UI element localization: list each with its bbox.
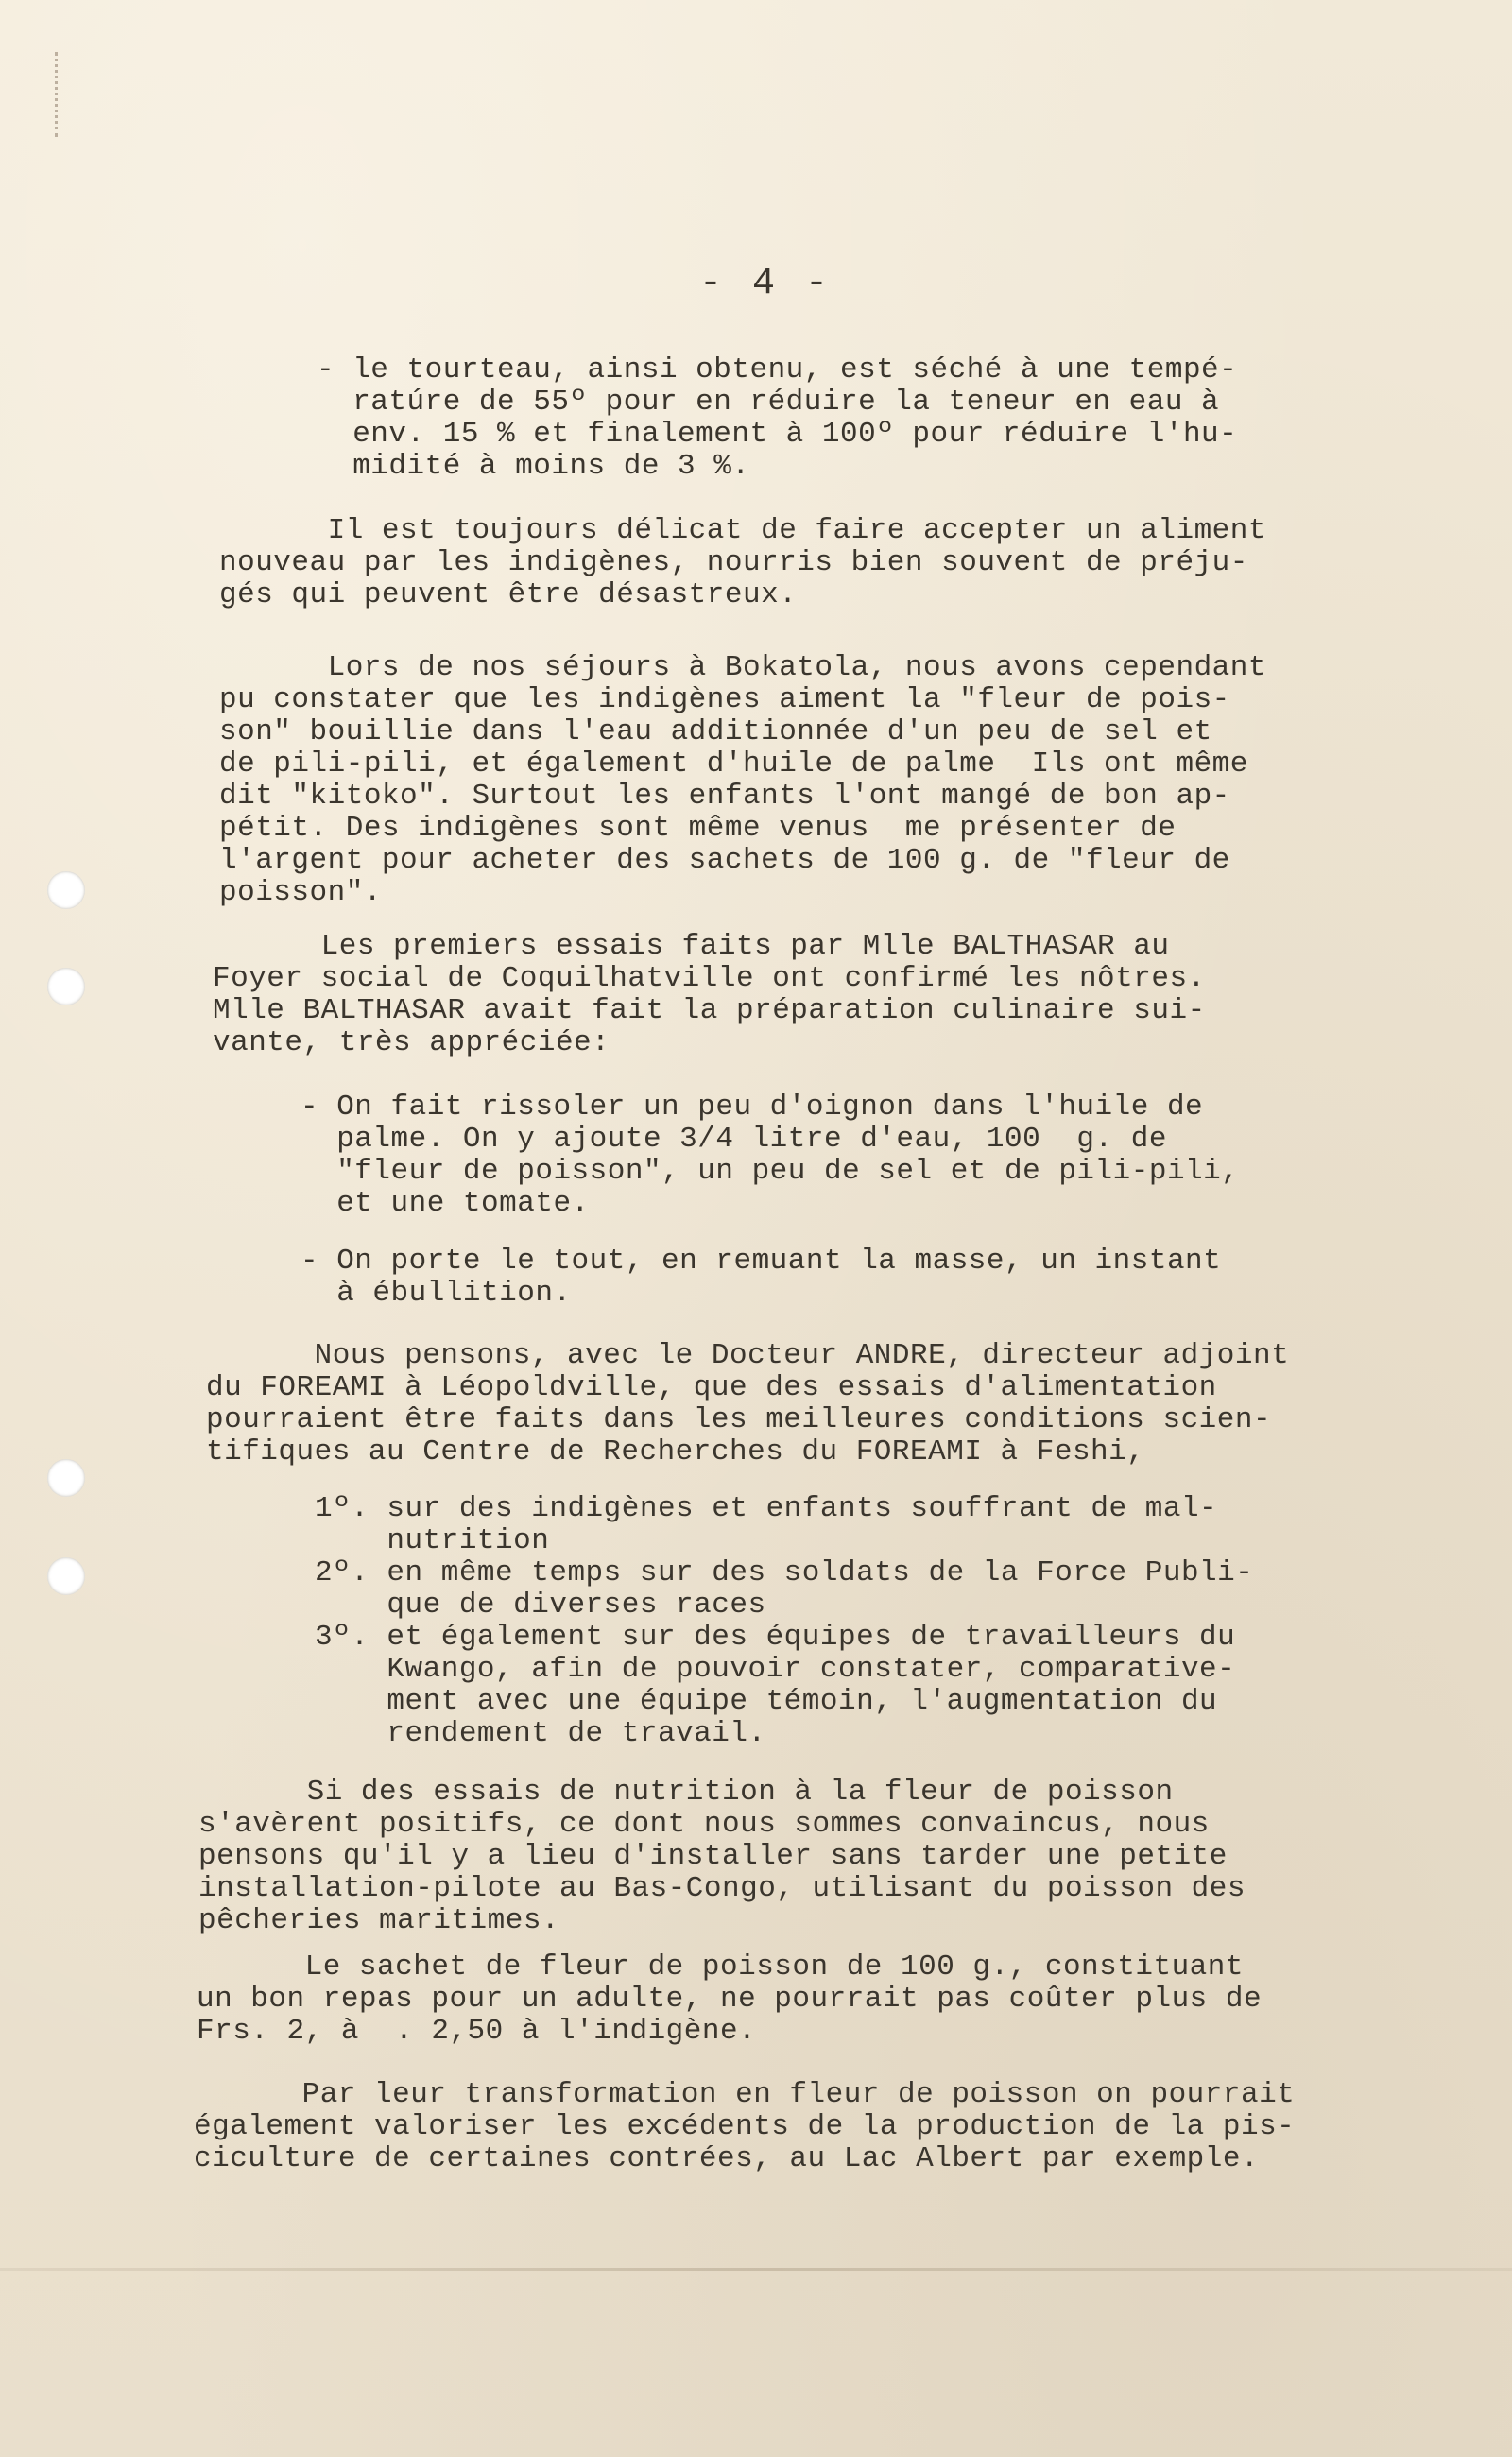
text-line: pensons qu'il y a lieu d'installer sans tarder une petite xyxy=(198,1840,1228,1873)
text-line: ment avec une équipe témoin, l'augmentation du xyxy=(315,1685,1218,1718)
punch-hole xyxy=(47,1459,85,1497)
text-line: dit "kitoko". Surtout les enfants l'ont mangé de bon ap- xyxy=(219,780,1230,813)
text-line: du FOREAMI à Léopoldville, que des essais d'alimentation xyxy=(206,1371,1217,1404)
paragraph-andre xyxy=(206,1340,1289,1469)
trial-list xyxy=(315,1493,1253,1750)
text-line: Foyer social de Coquilhatville ont confirmé les nôtres. xyxy=(213,962,1206,995)
text-line: Kwango, afin de pouvoir constater, comparative- xyxy=(315,1653,1236,1686)
text-line: Frs. 2, à . 2,50 à l'indigène. xyxy=(197,2015,757,2048)
text-line: à ébullition. xyxy=(301,1277,572,1310)
text-line: nouveau par les indigènes, nourris bien souvent de préju- xyxy=(219,546,1248,579)
punch-hole xyxy=(47,871,85,909)
paper-fold-line xyxy=(0,2268,1512,2271)
paragraph-bokatola xyxy=(219,652,1266,909)
text-line: Par leur transformation en fleur de poisson on pourrait xyxy=(194,2078,1296,2111)
text-line: s'avèrent positifs, ce dont nous sommes convaincus, nous xyxy=(198,1808,1210,1841)
text-line: ciculture de certaines contrées, au Lac Albert par exemple. xyxy=(194,2142,1260,2175)
text-line: de pili-pili, et également d'huile de palme Ils ont même xyxy=(219,747,1248,781)
text-line: - le tourteau, ainsi obtenu, est séché à une tempé- xyxy=(317,353,1238,387)
text-line: - On porte le tout, en remuant la masse, un instant xyxy=(301,1245,1222,1278)
text-line: un bon repas pour un adulte, ne pourrait pas coûter plus de xyxy=(197,1983,1263,2016)
text-line: et une tomate. xyxy=(301,1187,590,1220)
text-line: vante, très appréciée: xyxy=(213,1026,610,1059)
text-line: 1º. sur des indigènes et enfants souffrant de mal- xyxy=(315,1492,1218,1525)
text-line: ratúre de 55º pour en réduire la teneur en eau à xyxy=(317,386,1220,419)
text-line: Nous pensons, avec le Docteur ANDRE, directeur adjoint xyxy=(206,1339,1290,1372)
text-line: pétit. Des indigènes sont même venus me présenter de xyxy=(219,812,1177,845)
page-number: - 4 - xyxy=(699,263,833,305)
text-line: Il est toujours délicat de faire accepter un aliment xyxy=(219,514,1266,547)
text-line: "fleur de poisson", un peu de sel et de pili-pili, xyxy=(301,1155,1240,1188)
text-line: Les premiers essais faits par Mlle BALTHASAR au xyxy=(213,930,1170,963)
text-line: gés qui peuvent être désastreux. xyxy=(219,578,798,611)
text-line: 3º. et également sur des équipes de travailleurs du xyxy=(315,1621,1236,1654)
text-line: pu constater que les indigènes aiment la "fleur de pois- xyxy=(219,683,1230,716)
paragraph-acceptance xyxy=(219,515,1266,611)
text-line: pêcheries maritimes. xyxy=(198,1904,560,1937)
paper-tear-mark xyxy=(55,52,75,137)
text-line: Mlle BALTHASAR avait fait la préparation culinaire sui- xyxy=(213,994,1206,1027)
text-line: son" bouillie dans l'eau additionnée d'un peu de sel et xyxy=(219,715,1212,748)
text-line: également valoriser les excédents de la production de la pis- xyxy=(194,2110,1296,2143)
text-line: nutrition xyxy=(315,1524,550,1557)
paragraph-balthasar xyxy=(213,931,1206,1059)
paragraph-pilot-installation xyxy=(198,1777,1246,1937)
text-line: installation-pilote au Bas-Congo, utilisant du poisson des xyxy=(198,1872,1246,1905)
paragraph-pisciculture xyxy=(194,2079,1295,2175)
paragraph-sachet-price xyxy=(197,1951,1262,2048)
text-line: l'argent pour acheter des sachets de 100 g. de "fleur de xyxy=(219,844,1230,877)
text-line: 2º. en même temps sur des soldats de la Force Publi- xyxy=(315,1556,1254,1589)
text-line: Lors de nos séjours à Bokatola, nous avons cependant xyxy=(219,651,1266,684)
text-line: env. 15 % et finalement à 100º pour réduire l'hu- xyxy=(317,418,1238,451)
text-line: que de diverses races xyxy=(315,1589,766,1622)
recipe-step-1 xyxy=(301,1091,1239,1220)
text-line: poisson". xyxy=(219,876,382,909)
text-line: pourraient être faits dans les meilleures conditions scien- xyxy=(206,1403,1272,1436)
text-line: Le sachet de fleur de poisson de 100 g., constituant xyxy=(197,1950,1244,1984)
text-line: - On fait rissoler un peu d'oignon dans l'huile de xyxy=(301,1091,1204,1124)
punch-hole xyxy=(47,968,85,1005)
text-line: Si des essais de nutrition à la fleur de poisson xyxy=(198,1776,1174,1809)
recipe-step-2 xyxy=(301,1246,1221,1310)
paragraph-drying xyxy=(317,354,1237,483)
text-line: palme. On y ajoute 3/4 litre d'eau, 100 g. de xyxy=(301,1123,1167,1156)
text-line: midité à moins de 3 %. xyxy=(317,450,750,483)
text-line: rendement de travail. xyxy=(315,1717,766,1750)
punch-hole xyxy=(47,1557,85,1595)
text-line: tifiques au Centre de Recherches du FOREAMI à Feshi, xyxy=(206,1435,1145,1469)
